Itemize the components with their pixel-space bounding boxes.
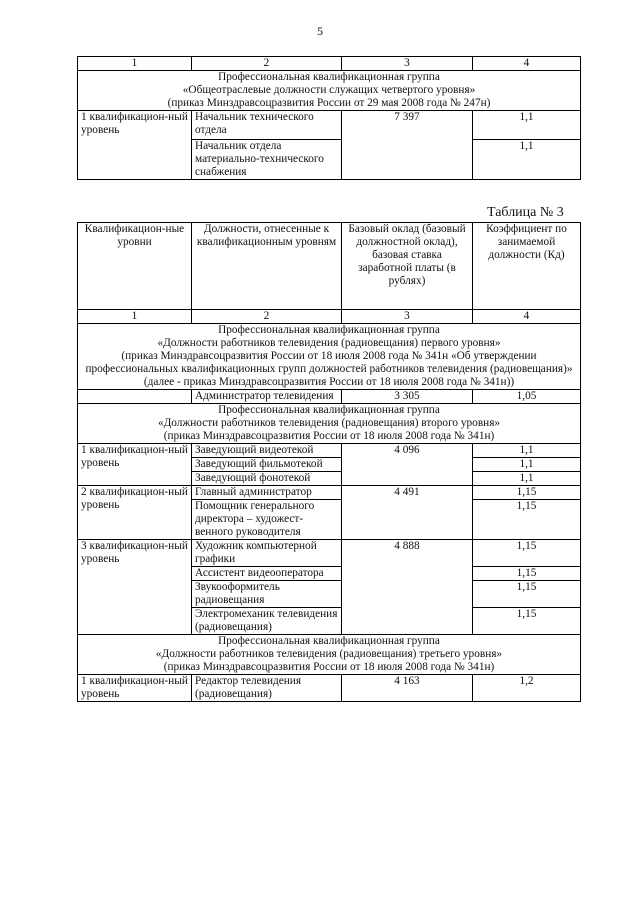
position-cell: Звукооформитель радиовещания [192,581,342,608]
table-caption: Таблица № 3 [487,205,564,220]
level-cell: 3 квалификацион-ный уровень [78,540,192,635]
table-row [78,390,581,404]
group-line: Профессиональная квалификационная группа [218,324,440,336]
column-number-row [78,57,581,71]
level-cell: 1 квалификацион-ный уровень [78,111,192,180]
position-cell: Редактор телевидения (радиовещания) [192,675,342,702]
coef-cell: 1,1 [473,140,581,180]
table-row [78,444,581,458]
group-heading [78,404,581,444]
coef-cell: 1,15 [473,567,581,581]
position-cell: Начальник отдела материально-технического снабжения [192,140,342,180]
coef-cell: 1,15 [473,608,581,635]
column-number-row [78,310,581,324]
col-number: 1 [78,57,192,71]
group-heading [78,324,581,390]
group-line: (далее - приказ Минздравсоцразвития России от 18 июля 2008 года № 341н)) [143,376,515,388]
group-row [78,71,581,111]
position-cell: Заведующий фонотекой [192,472,342,486]
group-line: «Должности работников телевидения (радиовещания) второго уровня» [157,417,501,429]
level-cell: 2 квалификацион-ный уровень [78,486,192,540]
group-row [78,635,581,675]
group-line: Профессиональная квалификационная группа [218,71,440,83]
header-cell: Коэффициент по занимаемой должности (Кд) [473,223,581,310]
table-row [78,111,581,140]
position-cell: Ассистент видеооператора [192,567,342,581]
coef-cell: 1,1 [473,458,581,472]
page-number: 5 [317,24,323,38]
group-heading [78,71,581,111]
group-row [78,324,581,390]
group-line: (приказ Минздравсоцразвития России от 29 мая 2008 года № 247н) [167,97,491,109]
header-cell: Базовый оклад (базовый должностной оклад), базовая ставка заработной платы (в рублях) [342,223,473,310]
salary-cell: 4 491 [342,486,473,540]
group-line: (приказ Минздравсоцразвития России от 18 июля 2008 года № 341н «Об утверждении профессиональных квалификационных групп должностей работников телевидения (радиовещания)» [85,350,573,375]
salary-cell: 3 305 [342,390,473,404]
salary-cell: 4 888 [342,540,473,635]
table-row [78,540,581,567]
group-line: «Должности работников телевидения (радиовещания) первого уровня» [157,337,501,349]
header-row [78,223,581,310]
coef-cell: 1,15 [473,581,581,608]
coef-cell: 1,05 [473,390,581,404]
salary-cell: 4 163 [342,675,473,702]
header-cell: Должности, отнесенные к квалификационным уровням [192,223,342,310]
group-line: «Общеотраслевые должности служащих четвертого уровня» [182,84,476,96]
position-cell: Заведующий фильмотекой [192,458,342,472]
table-row [78,675,581,702]
coef-cell: 1,2 [473,675,581,702]
coef-cell: 1,15 [473,540,581,567]
coef-cell: 1,1 [473,444,581,458]
group-line: Профессиональная квалификационная группа [218,635,440,647]
group-line: «Должности работников телевидения (радиовещания) третьего уровня» [155,648,503,660]
header-cell: Квалификацион-ные уровни [78,223,192,310]
group-line: (приказ Минздравсоцразвития России от 18 июля 2008 года № 341н) [163,430,495,442]
col-number: 1 [78,310,192,324]
col-number: 3 [342,310,473,324]
coef-cell: 1,15 [473,500,581,540]
col-number: 2 [192,310,342,324]
coef-cell: 1,1 [473,472,581,486]
level-cell: 1 квалификацион-ный уровень [78,444,192,486]
group-line: Профессиональная квалификационная группа [218,404,440,416]
coef-cell: 1,15 [473,486,581,500]
col-number: 3 [342,57,473,71]
table-row [78,486,581,500]
level-cell: 1 квалификацион-ный уровень [78,675,192,702]
group-heading [78,635,581,675]
position-cell: Художник компьютерной графики [192,540,342,567]
col-number: 2 [192,57,342,71]
position-cell: Помощник генерального директора – художест-венного руководителя [192,500,342,540]
coef-cell: 1,1 [473,111,581,140]
group-line: (приказ Минздравсоцразвития России от 18 июля 2008 года № 341н) [163,661,495,673]
salary-cell: 4 096 [342,444,473,486]
table-3 [77,222,581,702]
position-cell: Заведующий видеотекой [192,444,342,458]
position-cell: Электромеханик телевидения (радиовещания) [192,608,342,635]
col-number: 4 [473,310,581,324]
table-continuation [77,56,581,180]
salary-cell: 7 397 [342,111,473,180]
col-number: 4 [473,57,581,71]
position-cell: Начальник технического отдела [192,111,342,140]
position-cell: Главный администратор [192,486,342,500]
position-cell: Администратор телевидения [192,390,342,404]
group-row [78,404,581,444]
level-cell [78,390,192,404]
